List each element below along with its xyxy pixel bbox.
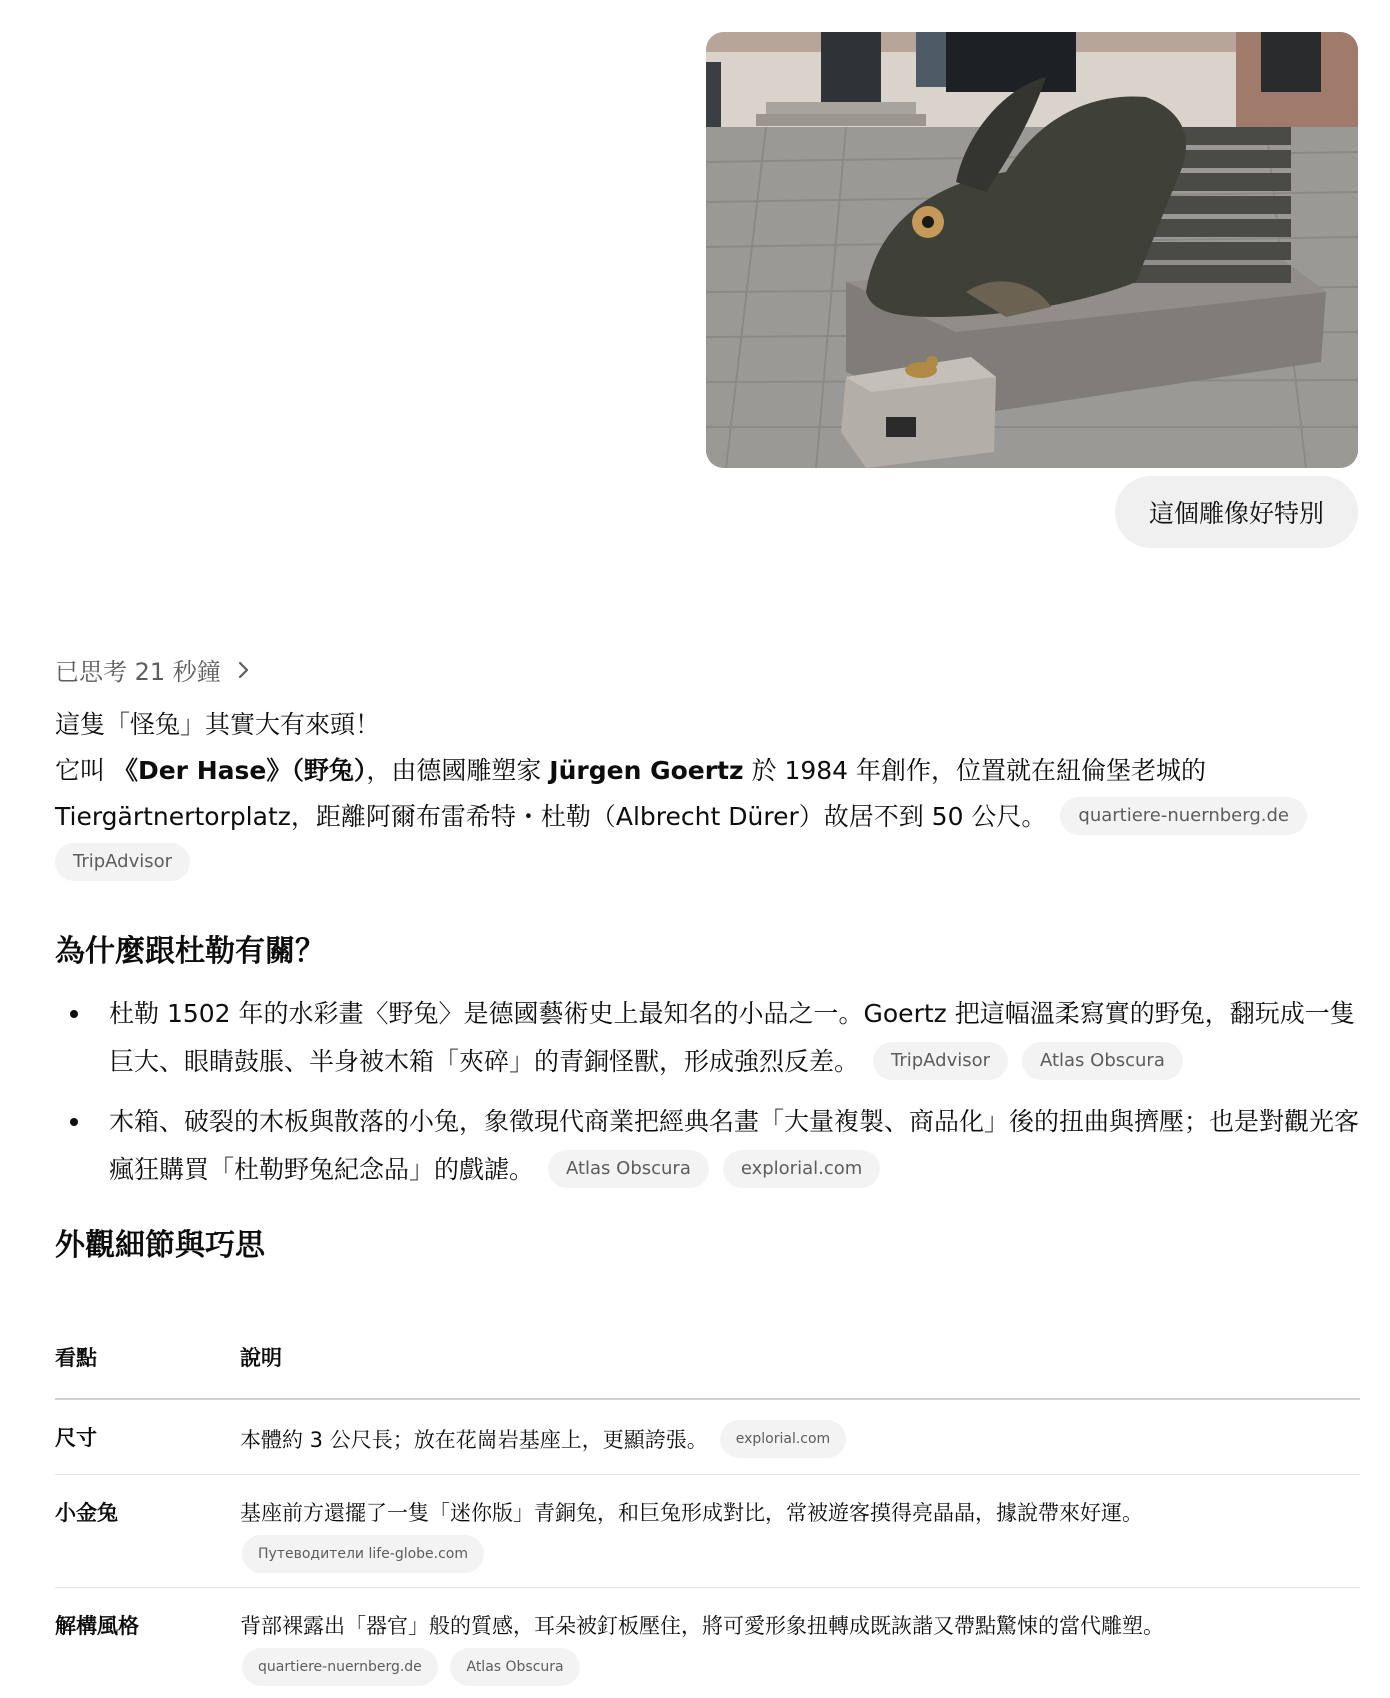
chevron-right-icon xyxy=(231,658,255,682)
table-header-key: 看點 xyxy=(55,1314,240,1399)
row-desc-text: 基座前方還擺了一隻「迷你版」青銅兔，和巨兔形成對比，常被遊客摸得亮晶晶，據說帶來好運。 xyxy=(240,1501,1143,1525)
table-cell-key: 小金兔 xyxy=(55,1475,240,1588)
p1-text-2: ，由德國雕塑家 xyxy=(366,756,550,785)
source-chip[interactable]: Atlas Obscura xyxy=(1022,1042,1183,1080)
source-chip[interactable]: explorial.com xyxy=(720,1420,846,1458)
row-desc-text: 本體約 3 公尺長；放在花崗岩基座上，更顯誇張。 xyxy=(240,1428,708,1452)
bullet-text: 杜勒 1502 年的水彩畫〈野兔〉是德國藝術史上最知名的小品之一。Goertz 把這幅溫柔寫實的野兔，翻玩成一隻巨大、眼睛鼓脹、半身被木箱「夾碎」的青銅怪獸，形成強烈反差。 xyxy=(109,999,1355,1076)
thought-label: 已思考 21 秒鐘 xyxy=(55,658,221,686)
intro-paragraph xyxy=(55,748,1360,886)
source-chip[interactable]: quartiere-nuernberg.de xyxy=(242,1648,438,1686)
table-row xyxy=(55,1475,1360,1588)
bullet-dot xyxy=(70,1118,78,1126)
source-chip[interactable]: quartiere-nuernberg.de xyxy=(1060,797,1307,835)
thought-toggle[interactable] xyxy=(55,652,255,687)
bronze-hare-sculpture-photo xyxy=(706,32,1358,468)
bullet-dot xyxy=(70,1010,78,1018)
p1-text-1: 它叫 xyxy=(55,756,106,785)
p1-text-3: 於 1984 年創作，位置就在紐倫堡老城的 Tiergärtnertorplatz，距離阿爾布雷希特・杜勒（Albrecht Dürer）故居不到 50 公尺。 xyxy=(55,756,1207,831)
row-desc-text: 背部裸露出「器官」般的質感，耳朵被釘板壓住，將可愛形象扭轉成既詼諧又帶點驚悚的當代雕塑。 xyxy=(240,1614,1164,1638)
source-chip[interactable]: Atlas Obscura xyxy=(548,1150,709,1188)
source-chip[interactable]: Atlas Obscura xyxy=(450,1648,579,1686)
source-chip[interactable]: Путеводители life-globe.com xyxy=(242,1535,484,1573)
table-cell-desc xyxy=(240,1475,1360,1588)
artist-name: Jürgen Goertz xyxy=(549,756,744,785)
assistant-response xyxy=(55,702,1360,1698)
user-message-text: 這個雕像好特別 xyxy=(1148,499,1324,528)
details-table xyxy=(55,1314,1360,1698)
bullet-list xyxy=(55,990,1360,1194)
source-chip[interactable]: TripAdvisor xyxy=(873,1042,1008,1080)
intro-line: 這隻「怪兔」其實大有來頭！ xyxy=(55,710,381,739)
list-item xyxy=(55,990,1360,1086)
table-header-desc: 說明 xyxy=(240,1314,1360,1399)
table-cell-desc xyxy=(240,1588,1360,1698)
table-cell-key: 尺寸 xyxy=(55,1399,240,1475)
chip-row xyxy=(242,1648,1360,1686)
source-chip[interactable]: explorial.com xyxy=(723,1150,880,1188)
chip-row xyxy=(242,1535,1360,1573)
source-chip[interactable]: TripAdvisor xyxy=(55,843,190,881)
user-message-bubble xyxy=(1115,476,1358,548)
table-row xyxy=(55,1588,1360,1698)
list-item xyxy=(55,1098,1360,1194)
table-cell-desc xyxy=(240,1399,1360,1475)
bullet-text: 木箱、破裂的木板與散落的小兔，象徵現代商業把經典名畫「大量複製、商品化」後的扭曲與擠壓；也是對觀光客瘋狂購買「杜勒野兔紀念品」的戲謔。 xyxy=(109,1107,1360,1184)
section-heading-details: 外觀細節與巧思 xyxy=(55,1228,265,1263)
table-row xyxy=(55,1399,1360,1475)
artwork-title: 《Der Hase》（野兔） xyxy=(112,756,367,785)
user-uploaded-photo[interactable] xyxy=(706,32,1358,468)
section-heading-durer: 為什麼跟杜勒有關？ xyxy=(55,934,325,969)
table-header-row xyxy=(55,1314,1360,1399)
table-cell-key: 解構風格 xyxy=(55,1614,139,1638)
